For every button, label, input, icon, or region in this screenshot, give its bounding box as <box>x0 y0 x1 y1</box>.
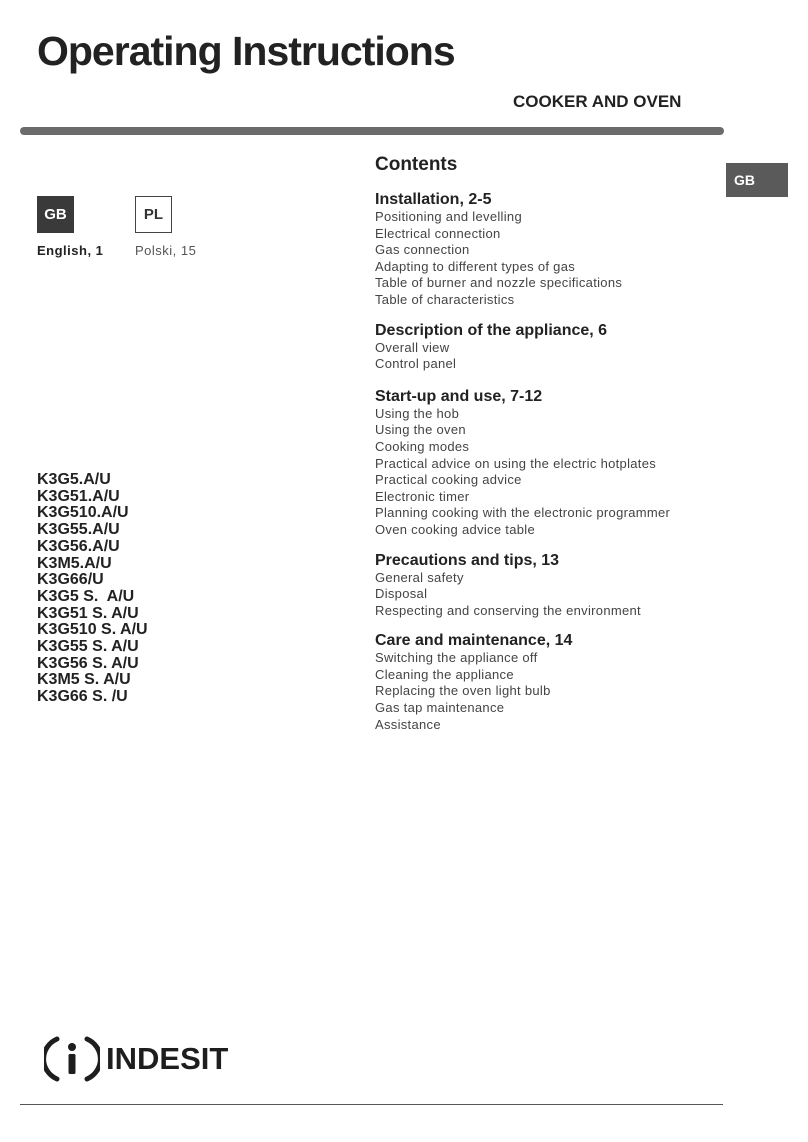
toc-item: Replacing the oven light bulb <box>375 683 551 699</box>
model-item: K3G56 S. A/U <box>37 654 139 672</box>
toc-section-title: Start-up and use, 7-12 <box>375 387 543 405</box>
brand-name: INDESIT <box>106 1041 229 1076</box>
toc-item: Practical cooking advice <box>375 472 522 488</box>
toc-item: Electronic timer <box>375 488 470 504</box>
model-item: K3G51 S. A/U <box>37 604 139 622</box>
brand-logo <box>44 1034 228 1084</box>
toc-section-care <box>375 631 720 733</box>
toc-item: Cooking modes <box>375 438 470 454</box>
model-item: K3G55 S. A/U <box>37 638 139 656</box>
toc-item: Table of burner and nozzle specifications <box>375 275 623 291</box>
toc-item: Gas connection <box>375 242 470 258</box>
side-language-tab: GB <box>726 163 788 197</box>
toc-item: Gas tap maintenance <box>375 700 505 716</box>
toc-item: Assistance <box>375 716 441 732</box>
model-item: K3G510.A/U <box>37 504 129 522</box>
toc-item: Using the hob <box>375 405 460 421</box>
language-code-gb: GB <box>37 196 74 233</box>
toc-section-title: Description of the appliance, 6 <box>375 321 608 339</box>
model-item: K3G56.A/U <box>37 537 120 555</box>
toc-section-title: Precautions and tips, 13 <box>375 551 560 569</box>
model-item: K3G5 S. A/U <box>37 587 135 605</box>
toc-item: Practical advice on using the electric hotplates <box>375 455 657 471</box>
model-item: K3M5 S. A/U <box>37 671 131 689</box>
indesit-logo-icon <box>44 1034 100 1084</box>
language-code-pl: PL <box>135 196 172 233</box>
toc-item: Cleaning the appliance <box>375 666 514 682</box>
toc-item: Positioning and levelling <box>375 209 522 224</box>
toc-section-description <box>375 321 720 373</box>
model-item: K3G66 S. /U <box>37 688 128 706</box>
model-item: K3G66/U <box>37 571 104 589</box>
toc-item: Oven cooking advice table <box>375 521 535 537</box>
toc-item: Control panel <box>375 356 457 372</box>
document-subtitle: COOKER AND OVEN <box>513 92 682 111</box>
model-item: K3G510 S. A/U <box>37 621 148 639</box>
contents-heading: Contents <box>375 154 458 175</box>
toc-section-precautions <box>375 551 720 620</box>
toc-item: Using the oven <box>375 422 466 438</box>
model-item: K3G5.A/U <box>37 471 111 488</box>
toc-section-title: Care and maintenance, 14 <box>375 632 573 650</box>
language-label-polski: Polski, 15 <box>135 243 197 258</box>
toc-section-title: Installation, 2-5 <box>375 191 492 208</box>
model-list <box>37 472 148 706</box>
model-item: K3G55.A/U <box>37 521 120 539</box>
toc-item: Table of characteristics <box>375 291 515 307</box>
language-label-english: English, 1 <box>37 243 104 258</box>
toc-section-start-up <box>375 387 720 539</box>
toc-item: Disposal <box>375 586 428 602</box>
model-item: K3G51.A/U <box>37 487 120 505</box>
header-divider-bar <box>20 127 724 135</box>
toc-item: Overall view <box>375 339 450 355</box>
table-of-contents <box>375 190 720 745</box>
toc-item: Planning cooking with the electronic programmer <box>375 505 671 521</box>
toc-item: Respecting and conserving the environment <box>375 602 641 618</box>
toc-item: Switching the appliance off <box>375 650 538 666</box>
model-item: K3M5.A/U <box>37 554 112 572</box>
toc-section-installation <box>375 190 720 309</box>
page-title: Operating Instructions <box>37 28 455 74</box>
toc-item: Electrical connection <box>375 225 501 241</box>
toc-item: General safety <box>375 569 464 585</box>
footer-divider <box>20 1104 723 1105</box>
toc-item: Adapting to different types of gas <box>375 258 576 274</box>
